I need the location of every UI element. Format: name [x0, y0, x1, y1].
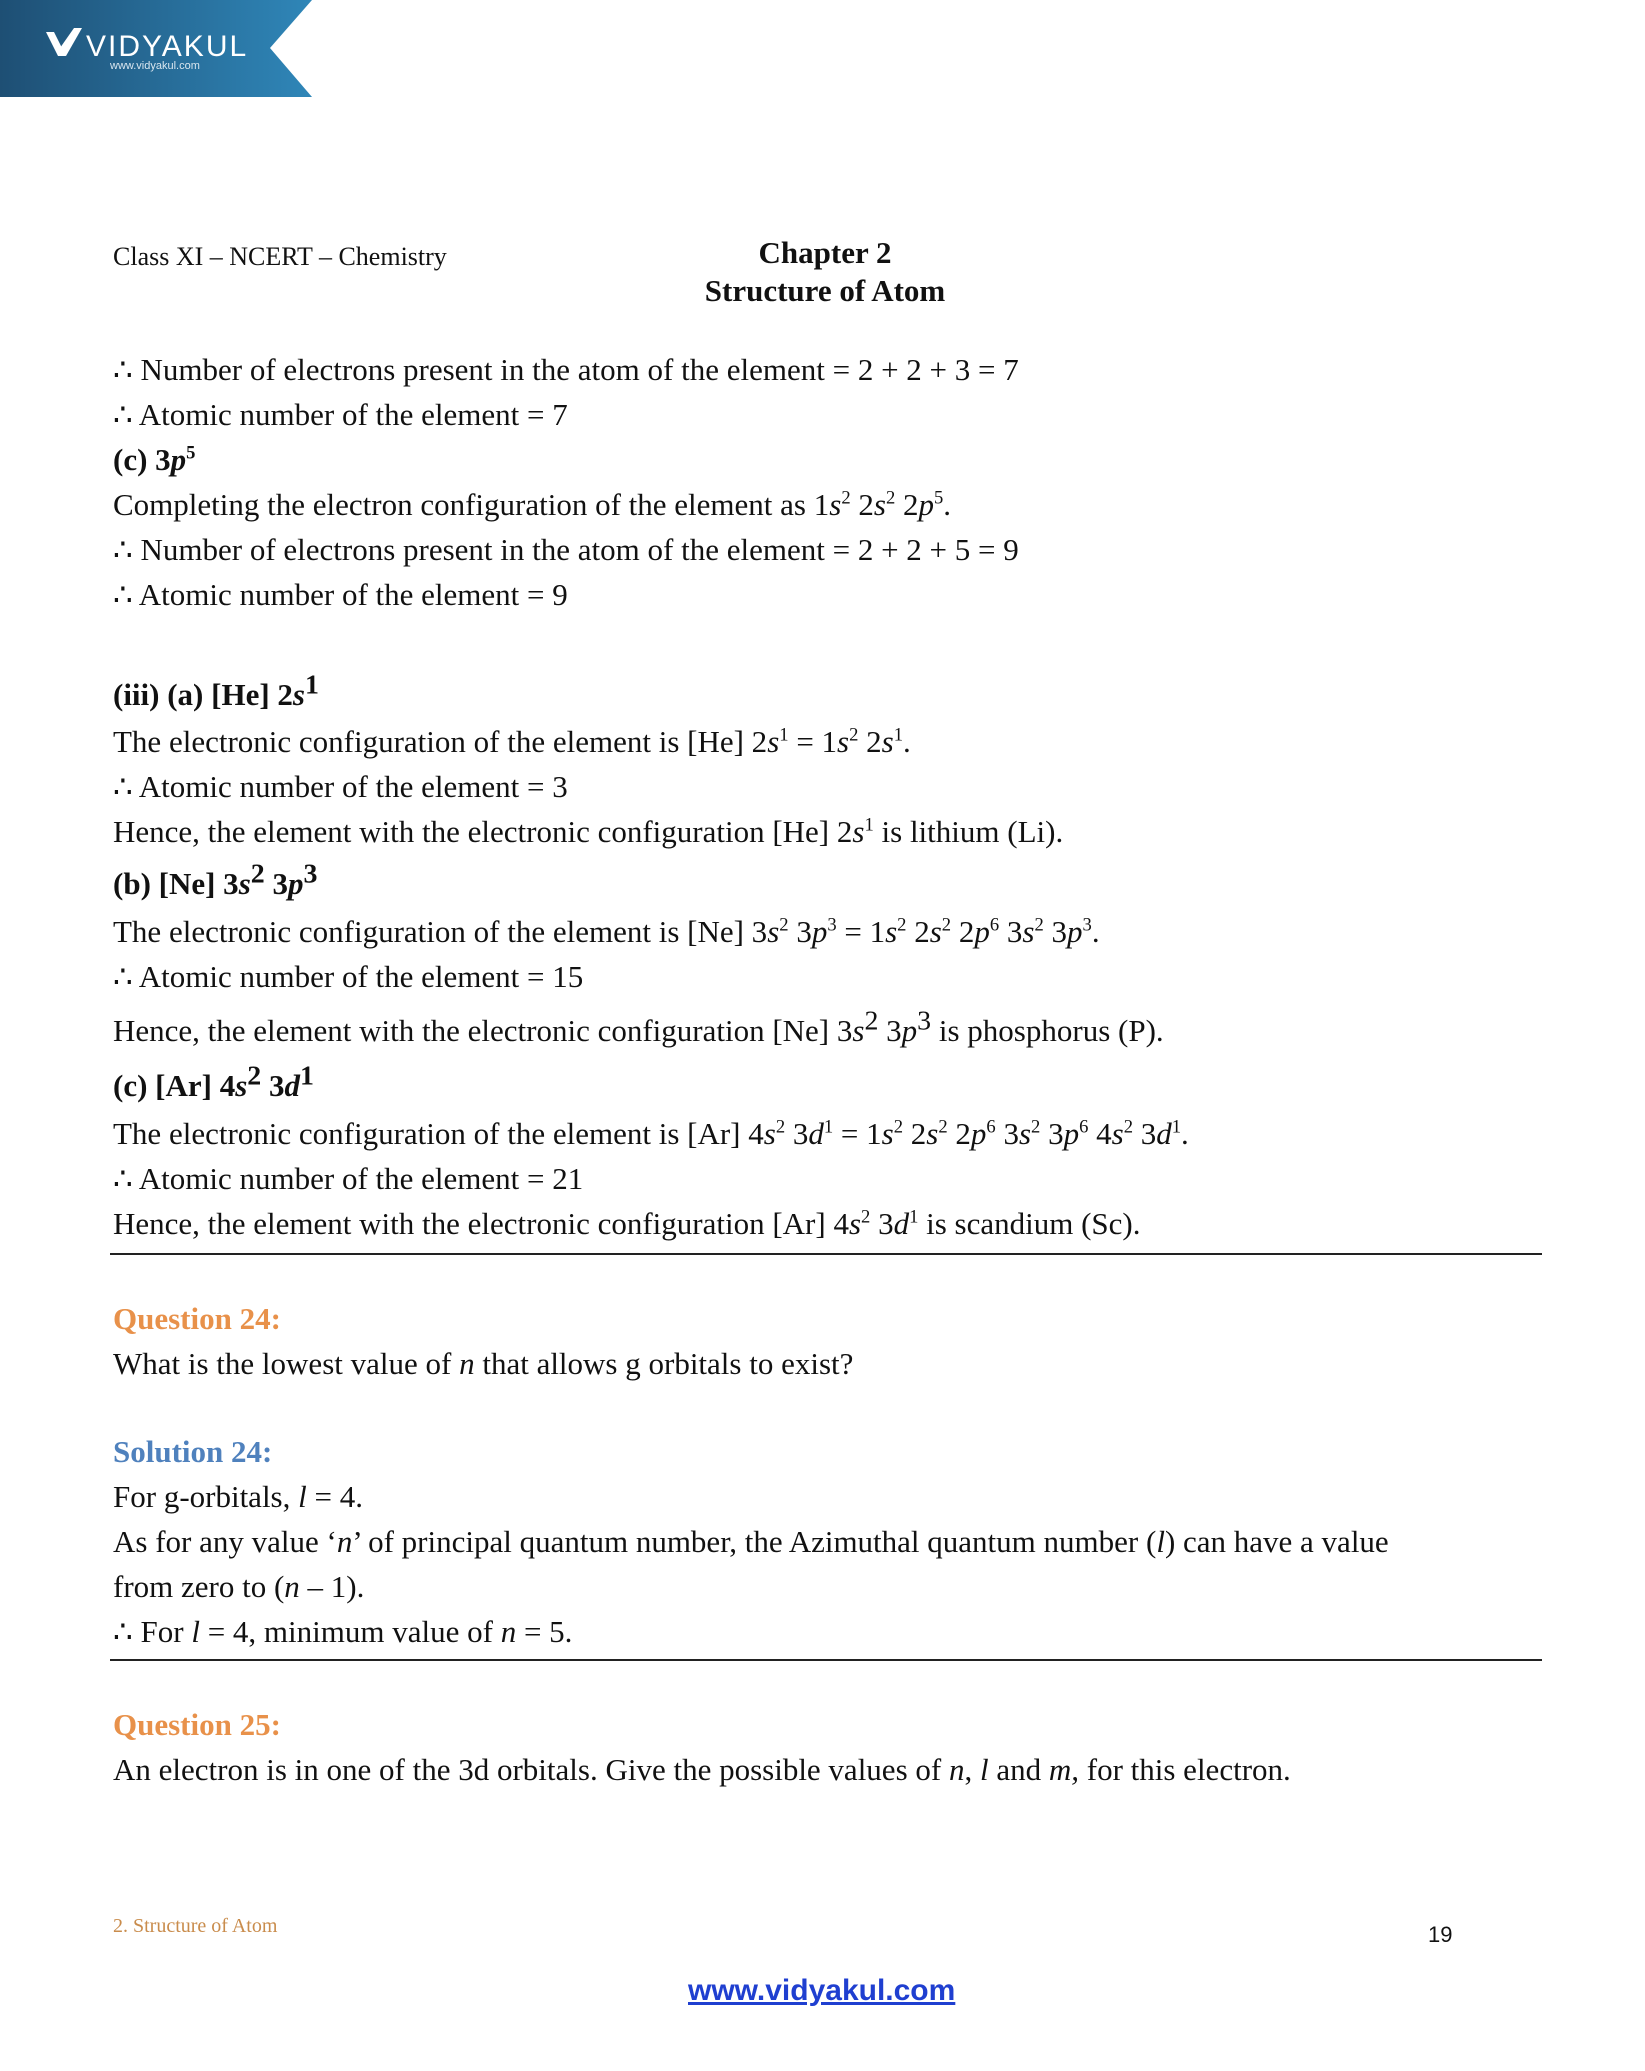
divider	[110, 1253, 1542, 1255]
footer-chapter: 2. Structure of Atom	[113, 1915, 278, 1937]
question-24-heading: Question 24:	[113, 1301, 281, 1336]
question-25-text: An electron is in one of the 3d orbitals. Give the possible values of n, l and m, for this electron.	[113, 1752, 1291, 1787]
text-line: ∴ Atomic number of the element = 21	[113, 1161, 584, 1196]
solution-24-heading: Solution 24:	[113, 1434, 273, 1469]
text-line: ∴ For l = 4, minimum value of n = 5.	[113, 1614, 573, 1649]
chapter-number: Chapter 2	[758, 235, 892, 270]
text-line: ∴ Atomic number of the element = 15	[113, 959, 584, 994]
text-line: The electronic configuration of the element is [Ne] $3s^2$ $3p^3 = 1s^2$ $2s^2$ $2p^6$ $3s^2$ $3p^3$.	[113, 914, 1100, 949]
text-line: Hence, the element with the electronic configuration [Ar] $4s^2$ $3d^1$ is scandium (Sc).	[113, 1206, 1141, 1241]
text-line: The electronic configuration of the element is [Ar] $4s^2$ $3d^1 = 1s^2$ $2s^2$ $2p^6$ $3s^2$ $3p^6$ $4s^2$ $3d^1$.	[113, 1116, 1189, 1151]
text-line: As for any value ‘n’ of principal quantum number, the Azimuthal quantum number (l) can have a value	[113, 1524, 1389, 1559]
text-line: ∴ Atomic number of the element = 3	[113, 769, 568, 804]
logo-brand: VIDYAKUL	[86, 30, 249, 63]
logo-url: www.vidyakul.com	[110, 60, 200, 72]
text-line: Completing the electron configuration of the element as $1s^2$ $2s^2$ $2p^5$.	[113, 487, 952, 522]
text-line: Hence, the element with the electronic configuration [He] $2s^1$ is lithium (Li).	[113, 814, 1064, 849]
website-link[interactable]: www.vidyakul.com	[688, 1974, 956, 2007]
page-number: 19	[1428, 1922, 1453, 1947]
text-line: The electronic configuration of the element is [He] $2s^1 = 1s^2$ $2s^1$.	[113, 724, 911, 759]
text-line: ∴ Atomic number of the element = 9	[113, 577, 568, 612]
class-label: Class XI – NCERT – Chemistry	[113, 242, 447, 271]
text-line: from zero to (n – 1).	[113, 1569, 365, 1604]
sub-heading: (c) [Ar] $4s^2$ $3d^1$	[113, 1060, 314, 1103]
sub-heading: (b) [Ne] $3s^2$ $3p^3$	[113, 858, 318, 901]
divider	[110, 1659, 1542, 1661]
text-line: ∴ Number of electrons present in the atom of the element = 2 + 2 + 3 = 7	[113, 352, 1019, 387]
sub-heading: (c) $3p^5$	[113, 442, 196, 477]
text-line: ∴ Number of electrons present in the atom of the element = 2 + 2 + 5 = 9	[113, 532, 1019, 567]
logo-check-icon	[44, 26, 84, 58]
text-line: Hence, the element with the electronic configuration [Ne] $3s^2$ $3p^3$ is phosphorus (P).	[113, 1005, 1164, 1048]
sub-heading: (iii) (a) [He] $2s^1$	[113, 669, 319, 712]
chapter-title: Structure of Atom	[704, 273, 946, 308]
question-25-heading: Question 25:	[113, 1707, 281, 1742]
question-24-text: What is the lowest value of n that allows g orbitals to exist?	[113, 1346, 854, 1381]
text-line: ∴ Atomic number of the element = 7	[113, 397, 568, 432]
text-line: For g-orbitals, l = 4.	[113, 1479, 363, 1514]
